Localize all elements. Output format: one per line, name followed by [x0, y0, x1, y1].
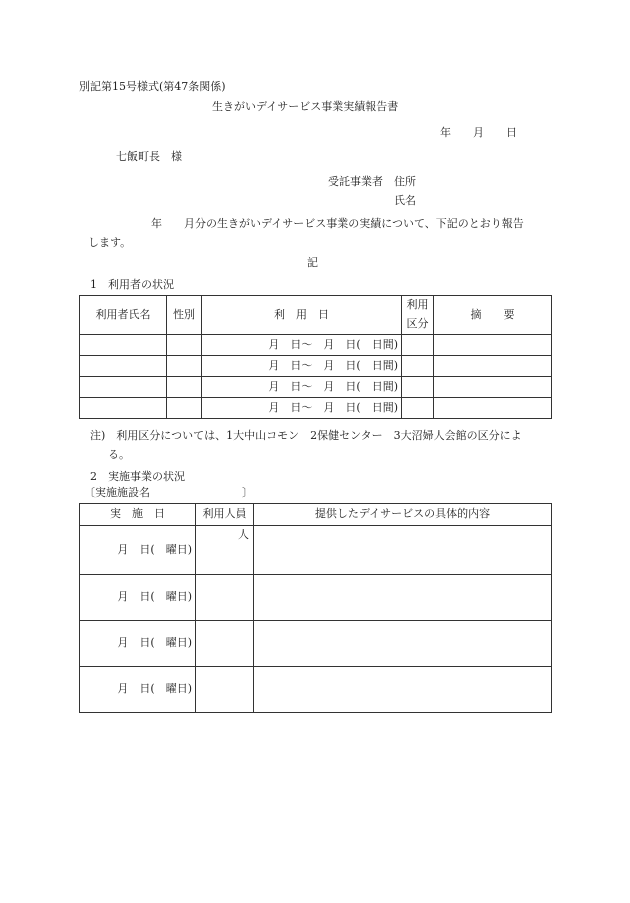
ki-mark: 記 [307, 256, 318, 269]
col-implementation-date: 実 施 日 [80, 504, 196, 526]
table-row [80, 377, 552, 398]
usage-category-cell[interactable] [402, 356, 434, 377]
usage-category-cell[interactable] [402, 398, 434, 419]
col-usage-date: 利 用 日 [202, 296, 402, 335]
section1-heading: 1 利用者の状況 [90, 278, 174, 291]
gender-cell[interactable] [167, 335, 202, 356]
table-row [80, 575, 552, 621]
note-line-1: 注) 利用区分については、1大中山コモン 2保健センター 3大沼婦人会館の区分によ [90, 429, 522, 442]
col-usage-category: 利用区分 [402, 296, 434, 335]
table-row [80, 335, 552, 356]
implementation-date-cell[interactable]: 月 日( 曜日) [80, 575, 196, 621]
service-content-cell[interactable] [254, 621, 552, 667]
col-service-content: 提供したデイサービスの具体的内容 [254, 504, 552, 526]
facility-name-label: 〔実施施設名 [84, 486, 150, 499]
usage-date-cell[interactable]: 月 日～ 月 日( 日間) [202, 398, 402, 419]
usage-category-cell[interactable] [402, 377, 434, 398]
participants-cell[interactable] [196, 667, 254, 713]
participants-cell[interactable] [196, 575, 254, 621]
section2-heading: 2 実施事業の状況 [90, 470, 185, 483]
col-gender: 性別 [167, 296, 202, 335]
table-row [80, 526, 552, 575]
user-name-cell[interactable] [80, 335, 167, 356]
implementation-date-cell[interactable]: 月 日( 曜日) [80, 621, 196, 667]
remarks-cell[interactable] [434, 356, 552, 377]
service-content-cell[interactable] [254, 667, 552, 713]
service-content-cell[interactable] [254, 575, 552, 621]
user-status-table [79, 295, 552, 419]
contractor-address-label: 受託事業者 住所 [328, 175, 416, 188]
col-remarks: 摘 要 [434, 296, 552, 335]
usage-date-cell[interactable]: 月 日～ 月 日( 日間) [202, 335, 402, 356]
addressee: 七飯町長 様 [116, 150, 182, 163]
facility-name-bracket-close: 〕 [242, 486, 253, 499]
usage-date-cell[interactable]: 月 日～ 月 日( 日間) [202, 356, 402, 377]
user-name-cell[interactable] [80, 377, 167, 398]
participants-cell[interactable]: 人 [196, 526, 254, 575]
usage-date-cell[interactable]: 月 日～ 月 日( 日間) [202, 377, 402, 398]
remarks-cell[interactable] [434, 398, 552, 419]
table-row [80, 398, 552, 419]
table-row [80, 621, 552, 667]
intro-line-2: します。 [88, 236, 132, 249]
user-name-cell[interactable] [80, 398, 167, 419]
service-content-cell[interactable] [254, 526, 552, 575]
usage-category-cell[interactable] [402, 335, 434, 356]
table-row [80, 667, 552, 713]
intro-line-1: 年 月分の生きがいデイサービス事業の実績について、下記のとおり報告 [151, 217, 524, 230]
remarks-cell[interactable] [434, 335, 552, 356]
user-name-cell[interactable] [80, 356, 167, 377]
contractor-name-label: 氏名 [394, 194, 416, 207]
implementation-date-cell[interactable]: 月 日( 曜日) [80, 667, 196, 713]
note-line-2: る。 [108, 448, 130, 461]
remarks-cell[interactable] [434, 377, 552, 398]
col-participants: 利用人員 [196, 504, 254, 526]
gender-cell[interactable] [167, 356, 202, 377]
form-number: 別記第15号様式(第47条関係) [79, 80, 226, 93]
implementation-date-cell[interactable]: 月 日( 曜日) [80, 526, 196, 575]
col-user-name: 利用者氏名 [80, 296, 167, 335]
service-status-table [79, 503, 552, 713]
date-line: 年 月 日 [440, 126, 517, 139]
gender-cell[interactable] [167, 377, 202, 398]
table-row [80, 356, 552, 377]
document-title: 生きがいデイサービス事業実績報告書 [212, 100, 399, 113]
gender-cell[interactable] [167, 398, 202, 419]
participants-cell[interactable] [196, 621, 254, 667]
